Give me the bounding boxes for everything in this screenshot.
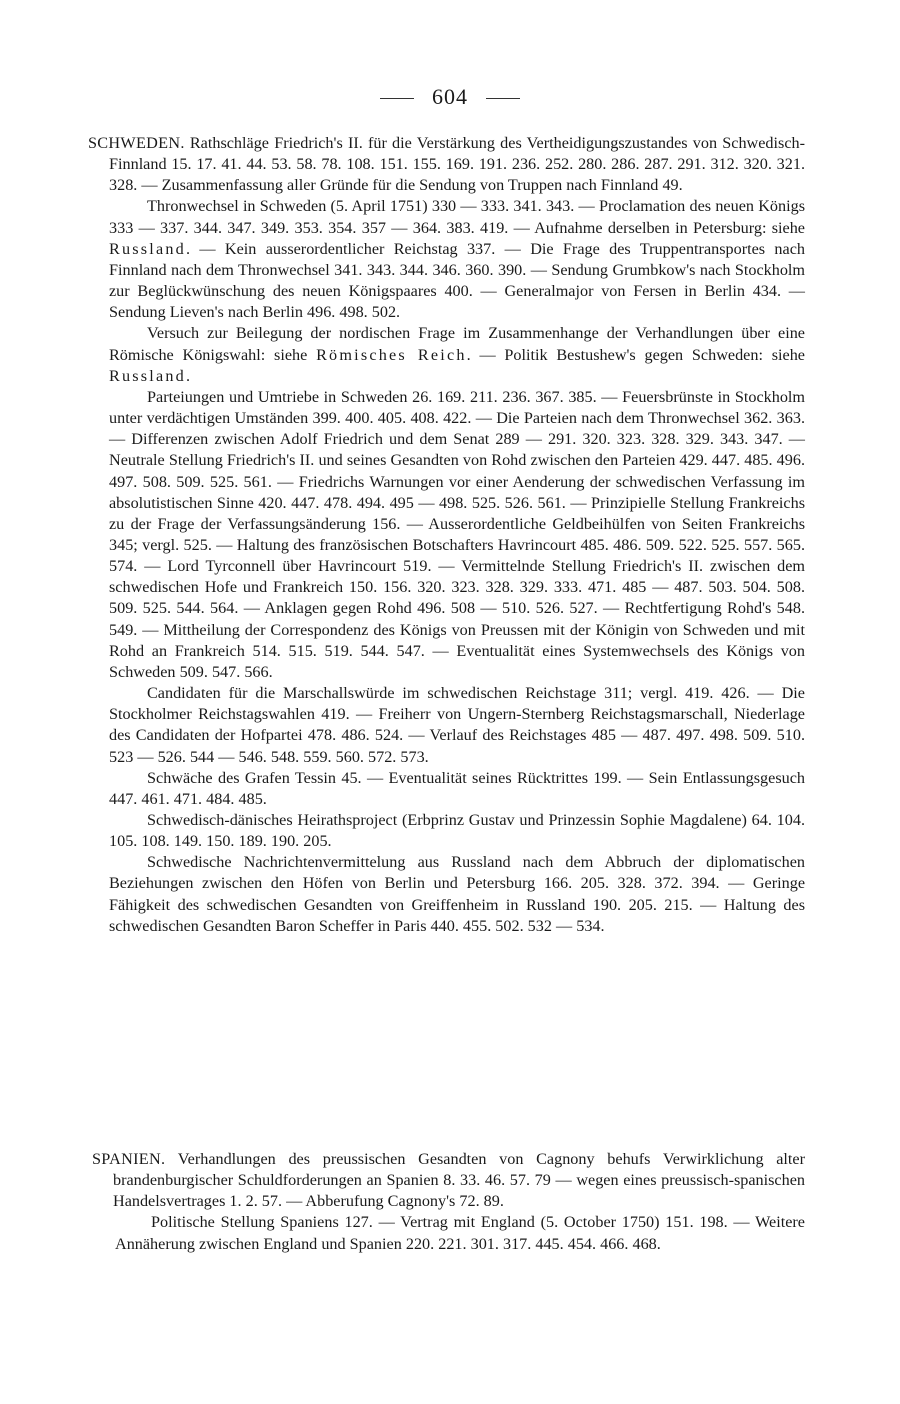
- page-number-header: [0, 84, 900, 110]
- paragraph-text: . — Politik Bestushew's gegen Schweden: siehe: [466, 345, 805, 364]
- entry-schweden-paragraph-4: Candidaten für die Marschallswürde im schwedischen Reichstage 311; vergl. 419. 426. — Die Stockholmer Reichstagswahlen 419. — Freiherr von Ungern-Sternberg Reichstagsmarschall, Niederlage des Candidaten der Hofpartei 478. 486. 524. — Verlauf des Reichstages 485 — 487. 497. 498. 509. 510. 523 — 526. 544 — 546. 548. 559. 560. 572. 573.: [109, 684, 805, 766]
- page-number-left-rule: [380, 98, 414, 99]
- entry-schweden-paragraph-3: Parteiungen und Umtriebe in Schweden 26. 169. 211. 236. 367. 385. — Feuersbrünste in Stockholm unter verdächtigen Umständen 399. 400. 405. 408. 422. — Die Parteien nach dem Thronwechsel 362. 363. — Differenzen zwischen Adolf Friedrich und dem Senat 289 — 291. 320. 323. 328. 329. 343. 347. — Neutrale Stellung Friedrich's II. und seines Gesandten von Rohd zwischen den Parteien 429. 447. 485. 496. 497. 508. 509. 525. 561. — Friedrichs Warnungen vor einer Aenderung der schwedischen Verfassung im absolutistischen Sinne 420. 447. 478. 494. 495 — 498. 525. 526. 561. — Prinzipielle Stellung Frankreichs zu der Frage der Verfassungsänderung 156. — Ausserordentliche Geldbeihülfen von Seiten Frankreichs 345; vergl. 525. — Haltung des französischen Botschafters Havrincourt 485. 486. 509. 522. 525. 557. 565. 574. — Lord Tyrconnell über Havrincourt 519. — Vermittelnde Stellung Friedrich's II. zwischen dem schwedischen Hofe und Frankreich 150. 156. 320. 323. 328. 329. 333. 471. 485 — 487. 503. 504. 508. 509. 525. 544. 564. — Anklagen gegen Rohd 496. 508 — 510. 526. 527. — Rechtfertigung Rohd's 548. 549. — Mittheilung der Correspondenz des Königs von Preussen mit der Königin von Schweden und mit Rohd an Frankreich 514. 515. 519. 544. 547. — Eventualität eines Systemwechsels des Königs von Schweden 509. 547. 566.: [109, 387, 805, 681]
- entry-schweden-paragraph-7: Schwedische Nachrichtenvermittelung aus Russland nach dem Abbruch der diplomatischen Beziehungen zwischen den Höfen von Berlin und Petersburg 166. 205. 328. 372. 394. — Geringe Fähigkeit des schwedischen Gesandten von Greiffenheim in Russland 190. 205. 215. — Haltung des schwedischen Gesandten Baron Scheffer in Paris 440. 455. 502. 532 — 534.: [109, 853, 805, 935]
- entry-schweden-intro-text: Rathschläge Friedrich's II. für die Verstärkung des Vertheidigungszustandes von Schwedisch-Finnland 15. 17. 41. 44. 53. 58. 78. 108. 151. 155. 169. 191. 236. 252. 280. 286. 287. 291. 312. 320. 321. 328. — Zusammenfassung aller Gründe für die Sendung von Truppen nach Finnland 49.: [109, 134, 805, 195]
- entry-schweden-paragraph-1: [88, 196, 805, 323]
- paragraph-text: Thronwechsel in Schweden (5. April 1751) 330 — 333. 341. 343. — Proclamation des neuen Königs 333 — 337. 344. 347. 349. 353. 354. 357 — 364. 383. 419. — Aufnahme derselben in Petersburg: siehe: [109, 197, 805, 237]
- entry-schweden-intro: [88, 133, 805, 196]
- entry-spanien-intro-text: Verhandlungen des preussischen Gesandten von Cagnony behufs Verwirklichung alter brandenburgischer Schuldforderungen an Spanien 8. 33. 46. 57. 79 — wegen eines preussisch-spanischen Handelsvertrages 1. 2. 57. — Abberufung Cagnony's 72. 89.: [113, 1150, 806, 1211]
- cross-reference-russland: Russland: [109, 239, 186, 258]
- page-number: 604: [432, 84, 468, 109]
- index-entry-schweden: [88, 133, 805, 937]
- entry-heading-spanien: SPANIEN.: [92, 1150, 166, 1168]
- paragraph-text: Versuch zur Beilegung der nordischen Frage im Zusammenhange der Verhandlungen über eine Römische Königswahl: siehe: [109, 324, 805, 364]
- page-number-right-rule: [486, 98, 520, 99]
- entry-schweden-paragraph-5: Schwäche des Grafen Tessin 45. — Eventualität seines Rücktrittes 199. — Sein Entlassungsgesuch 447. 461. 471. 484. 485.: [109, 768, 805, 808]
- entry-heading-schweden: SCHWEDEN.: [88, 134, 185, 152]
- entry-schweden-paragraph-6: Schwedisch-dänisches Heirathsproject (Erbprinz Gustav und Prinzessin Sophie Magdalene) 64. 104. 105. 108. 149. 150. 189. 190. 205.: [109, 811, 805, 851]
- entry-spanien-intro: [92, 1149, 805, 1212]
- paragraph-text: .: [185, 366, 191, 385]
- cross-reference-roemisches-reich: Römisches Reich: [316, 345, 467, 364]
- entry-spanien-paragraph-1: Politische Stellung Spaniens 127. — Vertrag mit England (5. October 1750) 151. 198. — Weitere Annäherung zwischen England und Spanien 220. 221. 301. 317. 445. 454. 466. 468.: [115, 1213, 805, 1253]
- index-entry-spanien: [92, 1149, 805, 1255]
- paragraph-text: . — Kein ausserordentlicher Reichstag 337. — Die Frage des Truppentransportes nach Finnland nach dem Thronwechsel 341. 343. 344. 346. 360. 390. — Sendung Grumbkow's nach Stockholm zur Beglückwünschung des neuen Königspaares 400. — Generalmajor von Fersen in Berlin 434. — Sendung Lieven's nach Berlin 496. 498. 502.: [109, 239, 805, 322]
- cross-reference-russland: Russland: [109, 366, 186, 385]
- entry-schweden-paragraph-2: [88, 323, 805, 386]
